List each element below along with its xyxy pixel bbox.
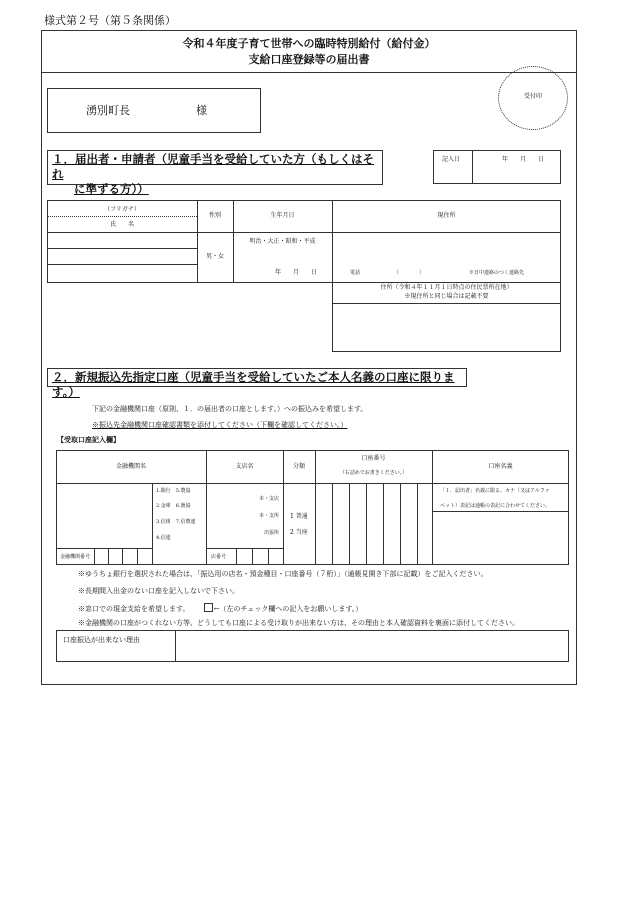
registered-address-note: ※現住所と同じ場合は記載不要	[404, 293, 489, 300]
bank-header: 金融機関名	[115, 463, 146, 470]
receipt-stamp	[498, 66, 568, 130]
holder-note-2: ベット）表記は通帳の表記に合わせてください。	[440, 503, 551, 509]
branch-type-3[interactable]: 出張所	[264, 530, 280, 536]
dob-value[interactable]: 年 月 日	[275, 269, 318, 276]
note-dormant: ※長期間入出金のない口座を記入しないで下さい。	[78, 587, 239, 595]
name-label: 氏 名	[109, 221, 134, 228]
branch-header: 支店名	[235, 463, 254, 470]
era-options[interactable]: 明治・大正・昭和・平成	[249, 238, 316, 245]
branch-type-1[interactable]: 本・支店	[259, 496, 280, 502]
section2-heading-text: ２．新規振込先指定口座（児童手当を受給していたご本人名義の口座に限ります。）	[52, 370, 455, 399]
number-header: 口座番号	[361, 455, 386, 462]
attach-note: ※振込先金融機関口座確認書類を添付してください（下欄を確認してください。）	[92, 421, 348, 429]
bank-code-label: 金融機関番号	[60, 554, 91, 560]
stamp-label: 受付印	[523, 93, 542, 100]
recipient-honorific: 様	[196, 104, 207, 117]
note-cash-prefix: ※窓口での現金支給を希望します。	[78, 605, 190, 613]
entry-date-value: 年 月 日	[502, 156, 545, 163]
holder-header: 口座名義	[488, 463, 513, 470]
address-header: 現住所	[437, 212, 456, 219]
bank-type-4[interactable]: 4.信連	[156, 535, 171, 541]
furigana-label: （フリガナ）	[104, 206, 140, 213]
title-line-1: 令和４年度子育て世帯への臨時特別給付（給付金）	[182, 37, 436, 50]
note-yucho: ※ゆうちょ銀行を選択された場合は、「振込用の店名・預金種目・口座番号（７桁）」（通帳見開き下部に記載）をご記入ください。	[78, 570, 488, 578]
account-type-2[interactable]: 2 当座	[290, 529, 308, 536]
recipient-town: 湧別町長	[86, 104, 130, 117]
section2-heading	[47, 368, 467, 399]
branch-type-2[interactable]: 本・支所	[259, 513, 280, 519]
bank-type-2[interactable]: 2.金庫 6.漁協	[156, 503, 191, 509]
section1-heading-line2: に準ずる方））	[74, 182, 149, 196]
form-number: 様式第２号（第５条関係）	[44, 14, 176, 27]
section1-heading-line1: １．届出者・申請者（児童手当を受給していた方（もしくはそれ	[52, 152, 374, 181]
bank-type-1[interactable]: 1.銀行 5.農協	[156, 488, 191, 494]
bank-type-3[interactable]: 3.信組 7.信農連	[156, 519, 196, 525]
section2-desc: 下記の金融機関口座（原則、１．の届出者の口座とします。）への振込みを希望します。	[92, 405, 368, 413]
entry-date-box[interactable]	[433, 150, 561, 184]
note-cash	[78, 603, 362, 613]
reason-label: 口座振込が出来ない理由	[63, 636, 140, 644]
gender-value[interactable]: 男・女	[205, 253, 224, 260]
phone-note: ※日中連絡のつく連絡先	[469, 270, 525, 276]
entry-date-label: 記入日	[442, 156, 461, 163]
phone-parens[interactable]: （ ）	[394, 270, 425, 276]
account-table-title: 【受取口座記入欄】	[57, 435, 120, 444]
dob-header: 生年月日	[270, 212, 295, 219]
title-divider	[41, 72, 577, 73]
cash-checkbox[interactable]	[204, 603, 213, 612]
branch-code-label: 店番号	[211, 554, 227, 560]
type-header: 分類	[292, 463, 305, 470]
number-sub: （右詰めでお書きください。）	[339, 470, 408, 476]
registered-address-label: 住所（令和４年１１月１日時点の住民票所在地）	[380, 284, 513, 291]
note-no-account: ※金融機関の口座がつくれない方等、どうしても口座による受け取りが出来ない方は、その理由と本人確認資料を裏面に添付してください。	[78, 619, 519, 627]
title-line-2: 支給口座登録等の届出書	[248, 53, 370, 66]
account-type-1[interactable]: 1 普通	[290, 513, 308, 520]
phone-label: 電話	[350, 270, 361, 276]
section1-heading	[47, 150, 383, 196]
holder-note-1: 「１．届出者」名義に限る。カナ（又はアルファ	[440, 488, 550, 494]
note-cash-suffix: ←（左のチェック欄への記入をお願いします。）	[213, 605, 363, 613]
recipient-box	[47, 88, 261, 133]
reason-input[interactable]	[176, 631, 568, 661]
gender-header: 性別	[208, 212, 221, 219]
